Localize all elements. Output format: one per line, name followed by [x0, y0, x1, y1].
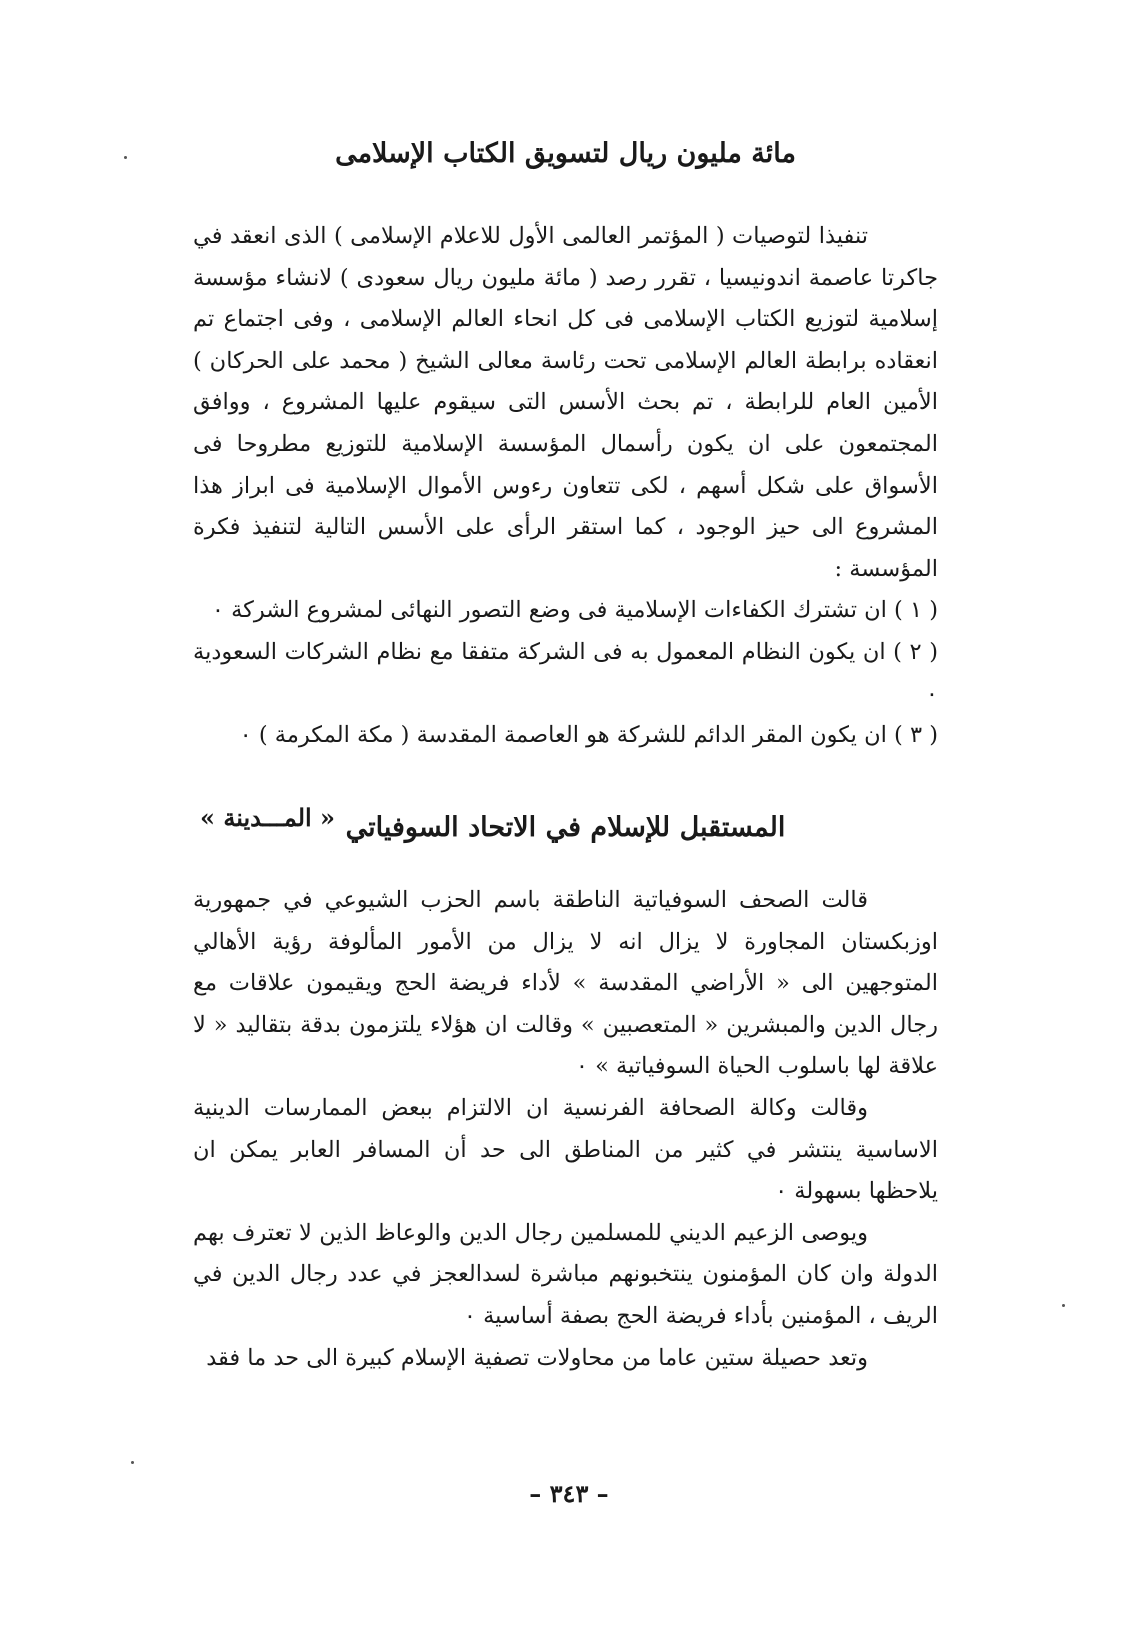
page-number: – ٣٤٣ – [529, 1479, 609, 1508]
scan-speck [124, 156, 127, 159]
article-title: مائة مليون ريال لتسويق الكتاب الإسلامى [335, 138, 796, 169]
list-item-1: ( ١ ) ان تشترك الكفاءات الإسلامية فى وضع التصور النهائى لمشروع الشركة ٠ [211, 597, 938, 624]
section-body [193, 880, 938, 1379]
paragraph-1: قالت الصحف السوفياتية الناطقة باسم الحزب الشيوعي في جمهورية اوزبكستان المجاورة لا يزال انه لا يزال من الأمور المألوفة رؤية الأهالي المتوجهين الى « الأراضي المقدسة » لأداء فريضة الحج ويقيمون علاقات مع رجال الدين والمبشرين « المتعصبين » وقالت ان هؤلاء يلتزمون بدقة بتقاليد « لا علاقة لها باسلوب الحياة السوفياتية » ٠ [193, 887, 938, 1080]
scan-speck [131, 1461, 134, 1464]
intro-paragraph: تنفيذا لتوصيات ( المؤتمر العالمى الأول للاعلام الإسلامى ) الذى انعقد في جاكرتا عاصمة اندونيسيا ، تقرر رصد ( مائة مليون ريال سعودى ) لانشاء مؤسسة إسلامية لتوزيع الكتاب الإسلامى فى كل انحاء العالم الإسلامى ، وفى اجتماع تم انعقاده برابطة العالم الإسلامى تحت رئاسة معالى الشيخ ( محمد على الحركان ) الأمين العام للرابطة ، تم بحث الأسس التى سيقوم عليها المشروع ، ووافق المجتمعون على ان يكون رأسمال المؤسسة الإسلامية للتوزيع مطروحا فى الأسواق على شكل أسهم ، لكى تتعاون رءوس الأموال الإسلامية فى ابراز هذا المشروع الى حيز الوجود ، كما استقر الرأى على الأسس التالية لتنفيذ فكرة المؤسسة : [193, 223, 938, 582]
article-body [193, 216, 938, 757]
paragraph-2: وقالت وكالة الصحافة الفرنسية ان الالتزام ببعض الممارسات الدينية الاساسية ينتشر في كثير من المناطق الى حد أن المسافر العابر يمكن ان يلاحظها بسهولة ٠ [193, 1094, 938, 1205]
list-item-3: ( ٣ ) ان يكون المقر الدائم للشركة هو العاصمة المقدسة ( مكة المكرمة ) ٠ [239, 722, 938, 749]
section-title: المستقبل للإسلام في الاتحاد السوفياتي [345, 812, 786, 843]
source-attribution: « المـــدينة » [200, 803, 336, 832]
paragraph-3: ويوصى الزعيم الديني للمسلمين رجال الدين والوعاظ الذين لا تعترف بهم الدولة وان كان المؤمنون ينتخبونهم مباشرة لسدالعجز في عدد رجال الدين في الريف ، المؤمنين بأداء فريضة الحج بصفة أساسية ٠ [193, 1219, 938, 1329]
list-item-2: ( ٢ ) ان يكون النظام المعمول به فى الشركة متفقا مع نظام الشركات السعودية ٠ [193, 638, 938, 707]
paragraph-4: وتعد حصيلة ستين عاما من محاولات تصفية الإسلام كبيرة الى حد ما فقد [206, 1344, 868, 1371]
scan-speck [1062, 1304, 1065, 1307]
